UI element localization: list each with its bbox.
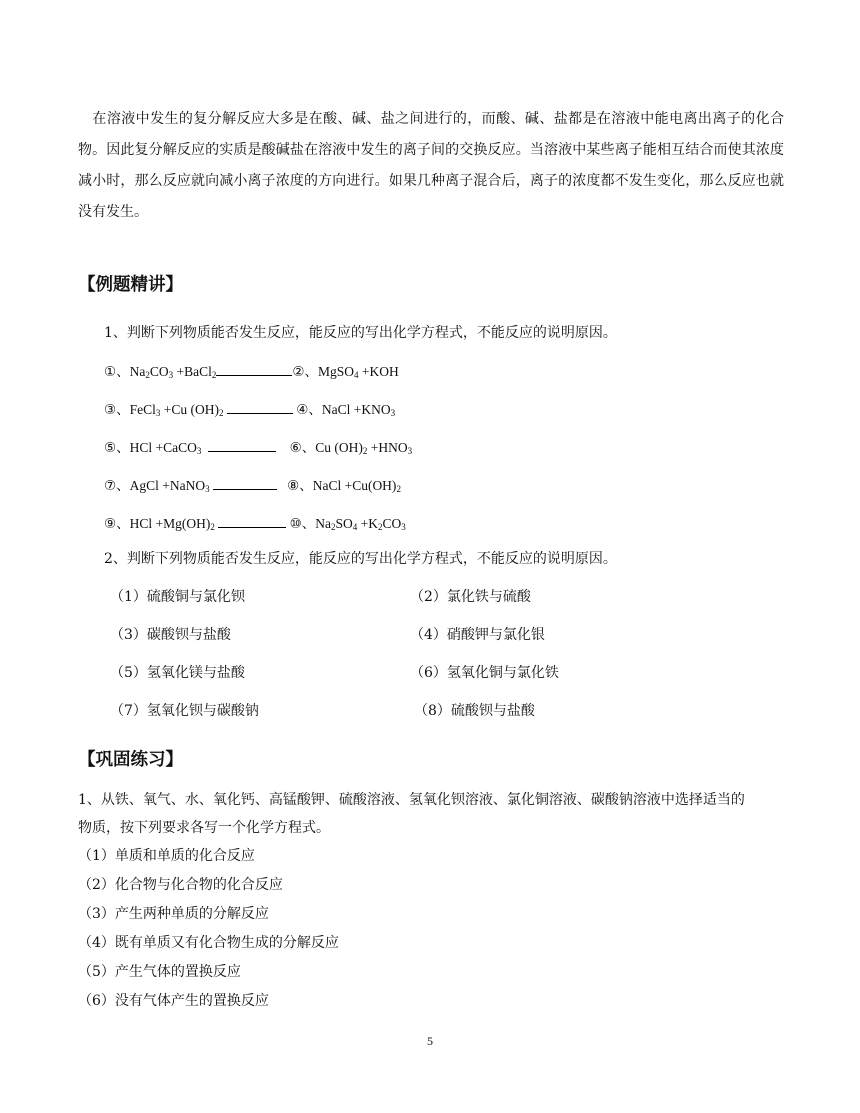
practice-item: （4）既有单质又有化合物生成的分解反应 <box>78 935 339 951</box>
section-heading-practice: 【巩固练习】 <box>78 750 183 770</box>
page-number: 5 <box>427 1034 433 1048</box>
equation-row: ⑨、HCl $+Mg(OH)_2$ ⑩、$Na_2SO_4 +K_2CO_3$ <box>104 516 406 532</box>
pair-item: （1）硫酸铜与氯化钡 <box>110 589 245 605</box>
pair-item: （3）碳酸钡与盐酸 <box>110 627 231 643</box>
pair-item: （2）氯化铁与硫酸 <box>410 589 531 605</box>
practice-item: （1）单质和单质的化合反应 <box>78 848 255 864</box>
section-heading-examples: 【例题精讲】 <box>78 275 183 295</box>
equation-row: ①、$Na_2CO_3$ +BaCl$_2$ ②、MgSO$_4$ +KOH <box>104 364 399 380</box>
question-1: 1、判断下列物质能否发生反应，能反应的写出化学方程式，不能反应的说明原因。 <box>104 325 617 341</box>
intro-paragraph: 在溶液中发生的复分解反应大多是在酸、碱、盐之间进行的，而酸、碱、盐都是在溶液中能电离出离子的化合物。因此复分解反应的实质是酸碱盐在溶液中发生的离子间的交换反应。当溶液中某些离子能相互结合而使其浓度减小时，那么反应就向减小离子浓度的方向进行。如果几种离子混合后，离子的浓度都不发生变化，那么反应也就没有发生。 <box>78 111 784 220</box>
question-2: 2、判断下列物质能否发生反应，能反应的写出化学方程式，不能反应的说明原因。 <box>104 551 617 567</box>
practice-item: （5）产生气体的置换反应 <box>78 964 241 980</box>
practice-item: （2）化合物与化合物的化合反应 <box>78 877 283 893</box>
pair-item: （7）氢氧化钡与碳酸钠 <box>110 703 259 719</box>
practice-question-line: 物质，按下列要求各写一个化学方程式。 <box>78 820 330 836</box>
pair-item: （4）硝酸钾与氯化银 <box>410 627 545 643</box>
pair-item: （5）氢氧化镁与盐酸 <box>110 665 245 681</box>
practice-item: （3）产生两种单质的分解反应 <box>78 906 269 922</box>
equation-row: ⑤、HCl +CaCO$_3$ ⑥、Cu $(OH)_2 +HNO_3$ <box>104 440 413 456</box>
pair-item: （8）硫酸钡与盐酸 <box>414 703 535 719</box>
equation-row: ⑦、AgCl +NaNO$_3$ ⑧、NaCl $+Cu(OH)_2$ <box>104 478 401 494</box>
equation-row: ③、FeCl$_3$ +Cu $(OH)_2$ ④、NaCl $+KNO_3$ <box>104 402 396 418</box>
pair-item: （6）氢氧化铜与氯化铁 <box>410 665 559 681</box>
practice-question-line: 1、从铁、氧气、水、氧化钙、高锰酸钾、硫酸溶液、氢氧化钡溶液、氯化铜溶液、碳酸钠溶液中选择适当的 <box>78 792 745 808</box>
practice-item: （6）没有气体产生的置换反应 <box>78 993 269 1009</box>
